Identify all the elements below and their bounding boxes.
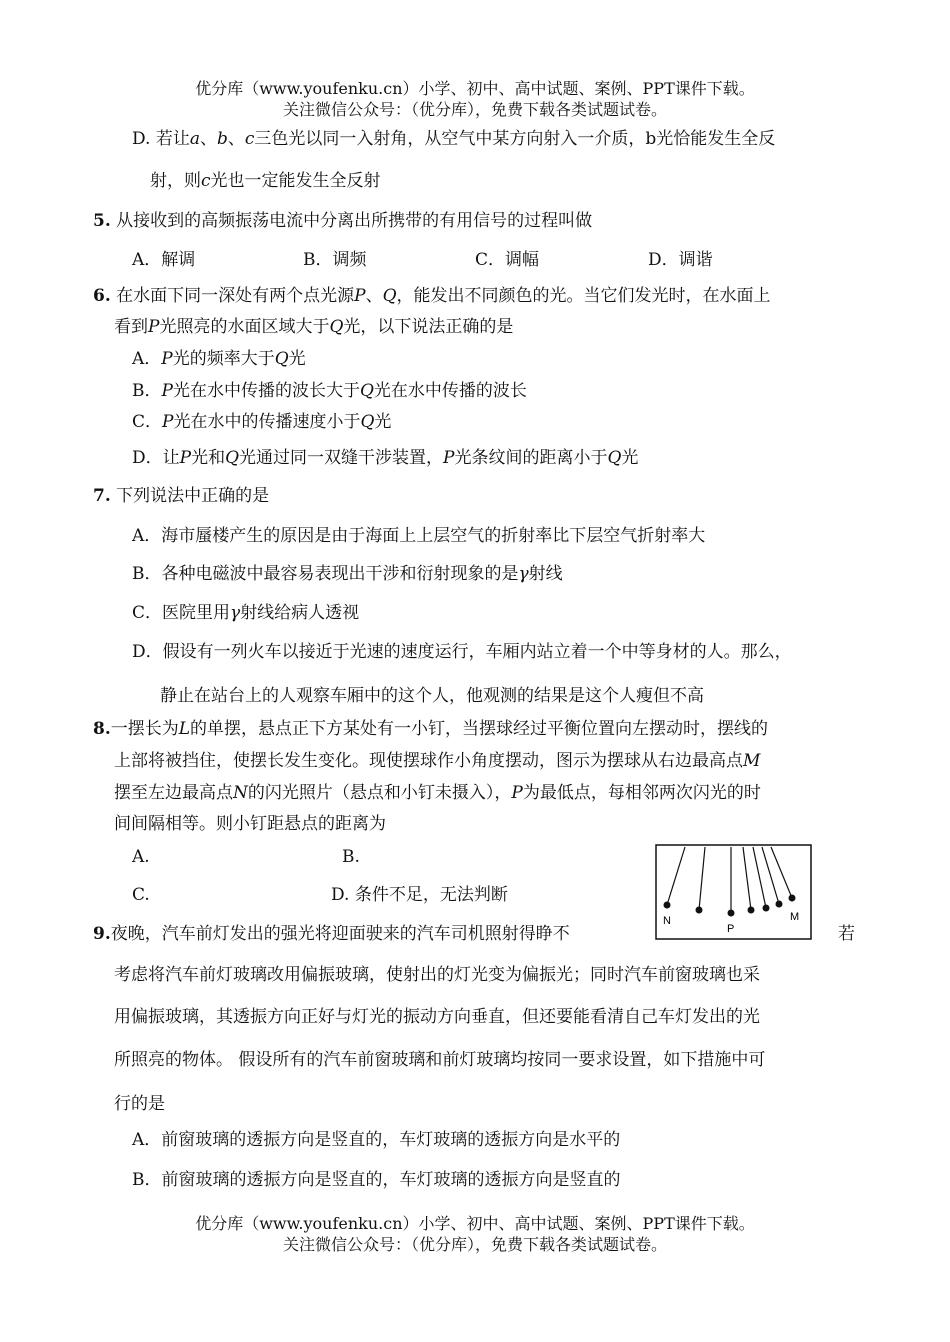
var-q: Q (607, 448, 622, 468)
q7-text: B．各种电磁波中最容易表现出干涉和衍射现象的是 (132, 564, 519, 584)
bob-5 (763, 905, 770, 912)
q6-stem-line-2 (114, 316, 513, 338)
q9-text: 夜晚，汽车前灯发出的强光将迎面驶来的汽车司机照射得睁不 (110, 924, 570, 944)
q7-text: C．医院里用 (132, 603, 231, 623)
var-q: Q (329, 317, 344, 337)
q6-text: 光 (374, 412, 392, 432)
var-a: a (189, 129, 200, 149)
q9-option-a: A．前窗玻璃的透振方向是竖直的，车灯玻璃的透振方向是水平的 (132, 1130, 621, 1150)
q9-stem-line-5: 行的是 (114, 1094, 165, 1114)
q7-stem-text: 下列说法中正确的是 (116, 486, 270, 506)
q6-text: 在水面下同一深处有两个点光源 (116, 286, 355, 306)
q7-option-a: A．海市蜃楼产生的原因是由于海面上上层空气的折射率比下层空气折射率大 (132, 526, 706, 546)
q8-stem-line-3 (114, 782, 761, 804)
gamma-symbol: γ (518, 564, 529, 584)
gamma-symbol: γ (230, 603, 241, 623)
q4-text: 、 (199, 129, 217, 149)
q8-stem-line-2 (114, 750, 760, 772)
var-c: c (201, 171, 211, 191)
q6-text: ，能发出不同颜色的光。当它们发光时，在水面上 (396, 286, 771, 306)
q4-text: D. 若让 (132, 129, 190, 149)
q9-option-b: B．前窗玻璃的透振方向是竖直的，车灯玻璃的透振方向是竖直的 (132, 1170, 621, 1190)
q4-text: 、 (227, 129, 245, 149)
bob-6 (776, 901, 783, 908)
var-m: M (743, 751, 761, 771)
q6-text: D．让 (132, 448, 180, 468)
q8-text: 的闪光照片（悬点和小钉未摄入）， (247, 783, 512, 803)
q8-stem-line-4: 间间隔相等。则小钉距悬点的距离为 (114, 814, 386, 834)
q5-stem-text: 从接收到的高频振荡电流中分离出所携带的有用信号的过程叫做 (116, 211, 593, 231)
header-line-1: 优分库（www.youfenku.cn）小学、初中、高中试题、案例、PPT课件下载。 (195, 79, 755, 98)
footer-line-2: 关注微信公众号：（优分库），免费下载各类试题试卷。 (282, 1235, 667, 1254)
q6-text: 光条纹间的距离小于 (454, 448, 608, 468)
q6-text: 光，以下说法正确的是 (343, 317, 514, 337)
q8-option-b: B. (342, 847, 360, 867)
q6-text: 光照亮的水面区域大于 (159, 317, 330, 337)
q9-stem-line-1-tail: 若 (838, 924, 855, 944)
var-p: P (179, 448, 192, 468)
footer-line-1: 优分库（www.youfenku.cn）小学、初中、高中试题、案例、PPT课件下载。 (195, 1214, 755, 1233)
q6-number: 6. (93, 286, 111, 306)
q6-text: 光和 (191, 448, 226, 468)
var-l: L (178, 719, 191, 739)
q6-text: 光 (288, 349, 306, 369)
q6-text: A． (132, 349, 162, 369)
q8-text: 的单摆，悬点正下方某处有一小钉，当摆球经过平衡位置向左摆动时，摆线的 (190, 719, 769, 739)
q5-number: 5. (93, 211, 111, 231)
header-line-2: 关注微信公众号：（优分库），免费下载各类试题试卷。 (282, 100, 667, 119)
var-q: Q (382, 286, 397, 306)
q6-option-d (132, 447, 638, 469)
bob-n (664, 902, 671, 909)
q4-text: 三色光以同一入射角，从空气中某方向射入一介质，b光恰能发生全反 (254, 129, 776, 149)
var-p: P (511, 783, 523, 803)
var-p: P (162, 412, 174, 432)
q6-text: 、 (365, 286, 383, 306)
var-q: Q (274, 349, 289, 369)
q7-option-d-line-2: 静止在站台上的人观察车厢中的这个人，他观测的结果是这个人瘦但不高 (160, 686, 704, 706)
q5-option-d: D．调谐 (648, 250, 713, 270)
q6-text: 光的频率大于 (172, 349, 275, 369)
q4-option-d-line-1 (132, 128, 775, 150)
q6-text: 光 (621, 448, 639, 468)
q4-option-d-line-2 (150, 170, 381, 192)
q9-stem-line-4: 所照亮的物体。 假设所有的汽车前窗玻璃和前灯玻璃均按同一要求设置，如下措施中可 (114, 1050, 766, 1070)
q6-text: 看到 (114, 317, 148, 337)
var-b: b (216, 129, 228, 149)
var-p: P (443, 448, 455, 468)
q7-text: 射线给病人透视 (240, 603, 360, 623)
q8-text: 为最低点，每相邻两次闪光的时 (522, 783, 761, 803)
q8-text: 上部将被挡住，使摆长发生变化。现使摆球作小角度摆动，图示为摆球从右边最高点 (114, 751, 743, 771)
q6-text: 光通过同一双缝干涉装置， (239, 448, 444, 468)
var-c: c (244, 129, 255, 149)
q4-text: 射，则 (150, 171, 201, 191)
q9-stem-line-1 (93, 923, 570, 945)
var-q: Q (225, 448, 240, 468)
q9-stem-line-3: 用偏振玻璃，其透振方向正好与灯光的振动方向垂直，但还要能看清自己车灯发出的光 (114, 1007, 760, 1027)
q6-option-c (132, 411, 391, 433)
q9-number: 9. (93, 924, 111, 944)
q7-text: 射线 (528, 564, 563, 584)
q7-stem (93, 485, 269, 507)
q7-option-b (132, 563, 563, 585)
q6-text: 光在水中的传播速度小于 (173, 412, 361, 432)
q5-option-b: B．调频 (303, 250, 367, 270)
q6-stem-line-1 (93, 285, 771, 307)
q7-option-d-line-1: D．假设有一列火车以接近于光速的速度运行，车厢内站立着一个中等身材的人。那么， (132, 642, 792, 662)
bob-2 (696, 907, 703, 914)
q8-text: 摆至左边最高点 (114, 783, 233, 803)
q8-stem-line-1 (93, 718, 768, 740)
pendulum-figure-svg (655, 844, 812, 940)
q8-number: 8. (93, 719, 111, 739)
q6-option-a (132, 348, 306, 370)
var-p: P (354, 286, 366, 306)
q5-option-a: A．解调 (132, 250, 196, 270)
bob-4 (748, 907, 755, 914)
q8-option-a: A. (132, 847, 150, 867)
q5-option-c: C．调幅 (475, 250, 540, 270)
q8-text: 一摆长为 (110, 719, 179, 739)
q6-option-b (132, 380, 527, 402)
q7-option-c (132, 602, 359, 624)
q6-text: 光在水中传播的波长 (373, 381, 527, 401)
label-p: P (727, 923, 735, 935)
bob-m (789, 895, 796, 902)
q6-text: 光在水中传播的波长大于 (172, 381, 360, 401)
var-p: P (148, 317, 160, 337)
label-m: M (790, 911, 800, 923)
q9-stem-line-2: 考虑将汽车前灯玻璃改用偏振玻璃，使射出的灯光变为偏振光；同时汽车前窗玻璃也采 (114, 965, 760, 985)
label-n: N (663, 915, 671, 927)
var-p: P (161, 349, 173, 369)
q5-stem (93, 210, 592, 232)
var-q: Q (359, 381, 374, 401)
q8-option-c: C. (132, 885, 150, 905)
pendulum-flash-photo (655, 844, 812, 940)
var-q: Q (360, 412, 375, 432)
var-n: N (233, 783, 248, 803)
q6-text: C． (132, 412, 163, 432)
q8-option-d: D. 条件不足，无法判断 (331, 885, 508, 905)
q7-number: 7. (93, 486, 111, 506)
q4-text: 光也一定能发生全反射 (210, 171, 381, 191)
var-p: P (161, 381, 173, 401)
q6-text: B． (132, 381, 162, 401)
bob-p (728, 910, 735, 917)
